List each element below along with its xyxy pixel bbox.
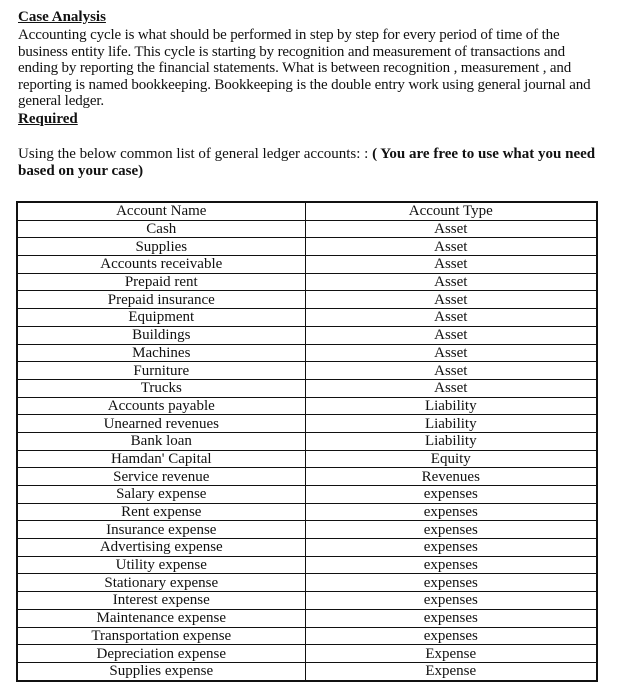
account-type-cell: Asset	[305, 326, 597, 344]
account-type-cell: expenses	[305, 486, 597, 504]
account-name-cell: Bank loan	[17, 432, 305, 450]
account-type-cell: Equity	[305, 450, 597, 468]
account-type-cell: expenses	[305, 539, 597, 557]
account-type-cell: Expense	[305, 662, 597, 680]
account-name-cell: Salary expense	[17, 486, 305, 504]
table-row	[17, 450, 597, 468]
account-name-cell: Accounts payable	[17, 397, 305, 415]
account-type-cell: Asset	[305, 220, 597, 238]
table-row	[17, 574, 597, 592]
account-type-cell: expenses	[305, 556, 597, 574]
account-name-cell: Transportation expense	[17, 627, 305, 645]
table-row	[17, 432, 597, 450]
account-name-cell: Prepaid rent	[17, 273, 305, 291]
account-name-cell: Trucks	[17, 379, 305, 397]
account-name-cell: Machines	[17, 344, 305, 362]
ledger-table-body	[17, 220, 597, 680]
table-row	[17, 291, 597, 309]
account-name-cell: Unearned revenues	[17, 415, 305, 433]
account-name-cell: Buildings	[17, 326, 305, 344]
account-name-cell: Interest expense	[17, 592, 305, 610]
account-name-cell: Rent expense	[17, 503, 305, 521]
account-name-cell: Accounts receivable	[17, 256, 305, 274]
table-row	[17, 468, 597, 486]
account-name-cell: Prepaid insurance	[17, 291, 305, 309]
table-row	[17, 592, 597, 610]
account-type-cell: Asset	[305, 238, 597, 256]
account-type-cell: Asset	[305, 344, 597, 362]
table-row	[17, 309, 597, 327]
case-analysis-heading: Case Analysis	[18, 9, 106, 25]
table-row	[17, 273, 597, 291]
account-type-cell: Liability	[305, 397, 597, 415]
table-row	[17, 256, 597, 274]
table-row	[17, 521, 597, 539]
account-name-cell: Advertising expense	[17, 539, 305, 557]
account-name-cell: Supplies expense	[17, 662, 305, 680]
account-type-cell: Asset	[305, 362, 597, 380]
table-row	[17, 662, 597, 680]
account-type-cell: Expense	[305, 645, 597, 663]
account-name-cell: Depreciation expense	[17, 645, 305, 663]
account-type-cell: expenses	[305, 609, 597, 627]
account-type-cell: Liability	[305, 432, 597, 450]
account-type-header: Account Type	[305, 202, 597, 220]
account-name-cell: Service revenue	[17, 468, 305, 486]
instruction-text	[18, 146, 603, 180]
account-name-cell: Cash	[17, 220, 305, 238]
table-header-row	[17, 202, 597, 220]
table-row	[17, 539, 597, 557]
account-type-cell: Asset	[305, 273, 597, 291]
table-row	[17, 344, 597, 362]
account-type-cell: Revenues	[305, 468, 597, 486]
table-row	[17, 238, 597, 256]
table-row	[17, 362, 597, 380]
case-description-paragraph: Accounting cycle is what should be performed in step by step for every period of time of the business entity life. This cycle is starting by recognition and measurement of transactions and ending by reporting the financial statements. What is between recognition , measurement , and reporting is named bookkeeping. Bookkeeping is the double entry work using general journal and general ledger.	[18, 27, 591, 109]
account-type-cell: Liability	[305, 415, 597, 433]
ledger-accounts-table	[16, 201, 598, 682]
table-row	[17, 220, 597, 238]
instruction-plain: Using the below common list of general ledger accounts: :	[18, 145, 373, 162]
account-type-cell: expenses	[305, 592, 597, 610]
table-row	[17, 556, 597, 574]
table-row	[17, 645, 597, 663]
account-type-cell: Asset	[305, 256, 597, 274]
account-type-cell: expenses	[305, 627, 597, 645]
account-name-cell: Maintenance expense	[17, 609, 305, 627]
account-type-cell: expenses	[305, 503, 597, 521]
table-row	[17, 486, 597, 504]
document-body	[18, 9, 608, 180]
account-name-cell: Supplies	[17, 238, 305, 256]
account-name-cell: Insurance expense	[17, 521, 305, 539]
account-name-cell: Utility expense	[17, 556, 305, 574]
account-name-header: Account Name	[17, 202, 305, 220]
account-name-cell: Hamdan' Capital	[17, 450, 305, 468]
table-row	[17, 609, 597, 627]
account-type-cell: Asset	[305, 291, 597, 309]
account-name-cell: Furniture	[17, 362, 305, 380]
table-row	[17, 627, 597, 645]
required-heading: Required	[18, 110, 78, 127]
table-row	[17, 326, 597, 344]
instruction-bold: ( You are free to use what you need based on your case)	[18, 145, 596, 179]
account-name-cell: Stationary expense	[17, 574, 305, 592]
account-type-cell: Asset	[305, 309, 597, 327]
table-row	[17, 503, 597, 521]
table-row	[17, 379, 597, 397]
account-type-cell: expenses	[305, 574, 597, 592]
account-type-cell: Asset	[305, 379, 597, 397]
table-row	[17, 415, 597, 433]
account-name-cell: Equipment	[17, 309, 305, 327]
table-row	[17, 397, 597, 415]
account-type-cell: expenses	[305, 521, 597, 539]
